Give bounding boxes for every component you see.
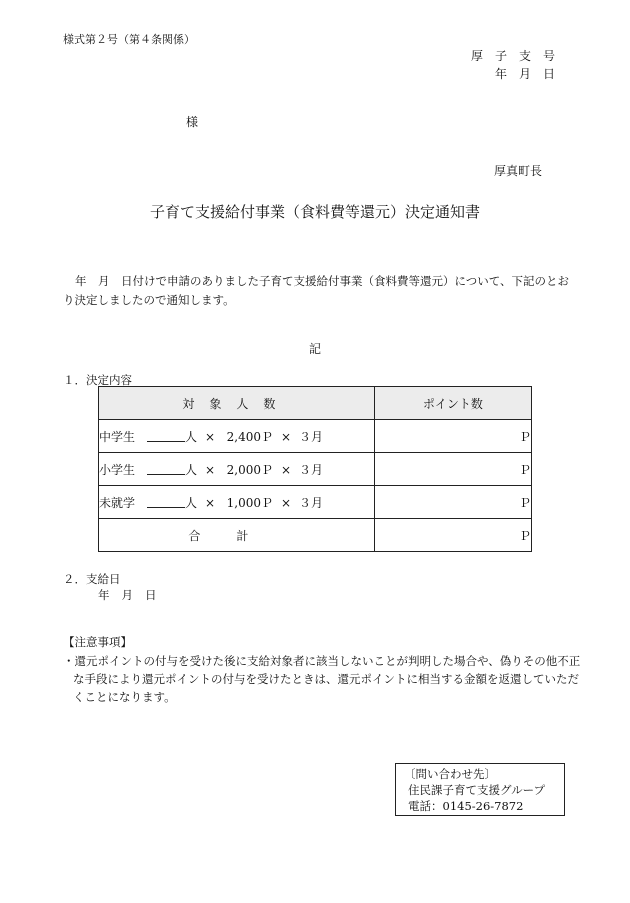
point-cell: Ｐ bbox=[374, 420, 531, 453]
payment-date: 年月日 bbox=[98, 588, 169, 602]
section1-heading: １．決定内容 bbox=[63, 373, 132, 387]
total-label: 合計 bbox=[99, 519, 375, 552]
times-sign: × bbox=[204, 462, 216, 477]
row-label: 未就学 bbox=[99, 495, 136, 510]
notice-body: ・還元ポイントの付与を受けた後に支給対象者に該当しないことが判明した場合や、偽りその他不正な手段により還元ポイントの付与を受けたときは、還元ポイントに相当する金額を返還していただくことになります。 bbox=[63, 654, 581, 704]
table-row bbox=[99, 453, 532, 486]
rate: 1,000Ｐ bbox=[226, 495, 274, 510]
times-sign: × bbox=[280, 495, 292, 510]
issuer: 厚真町長 bbox=[493, 164, 542, 178]
row-label: 中学生 bbox=[99, 429, 136, 444]
ki-mark: 記 bbox=[308, 342, 321, 356]
form-number: 様式第２号（第４条関係） bbox=[63, 33, 195, 46]
header-points: ポイント数 bbox=[374, 387, 531, 420]
row-label: 小学生 bbox=[99, 462, 136, 477]
person-unit: 人 bbox=[185, 495, 198, 510]
table-header-row bbox=[99, 387, 532, 420]
contact-phone: 電話：0145-26-7872 bbox=[408, 799, 524, 813]
notice-heading: 【注意事項】 bbox=[63, 635, 132, 649]
section2-heading: ２．支給日 bbox=[63, 572, 121, 586]
months: ３月 bbox=[299, 495, 324, 510]
body-text: 年 月 日付けで申請のありました子育て支援給付事業（食料費等還元）について、下記のとおり決定しましたので通知します。 bbox=[63, 274, 570, 307]
contact-department: 住民課子育て支援グループ bbox=[408, 783, 546, 797]
total-point-cell: Ｐ bbox=[374, 519, 531, 552]
months: ３月 bbox=[299, 429, 324, 444]
times-sign: × bbox=[280, 429, 292, 444]
person-unit: 人 bbox=[185, 429, 198, 444]
points-table bbox=[98, 386, 532, 552]
person-unit: 人 bbox=[185, 462, 198, 477]
table-total-row bbox=[99, 519, 532, 552]
count-blank bbox=[147, 495, 185, 508]
document-title: 子育て支援給付事業（食料費等還元）決定通知書 bbox=[149, 203, 480, 221]
rate: 2,400Ｐ bbox=[226, 429, 274, 444]
contact-box bbox=[395, 763, 565, 816]
times-sign: × bbox=[280, 462, 292, 477]
count-blank bbox=[147, 429, 185, 442]
document-number: 厚子支号 bbox=[470, 49, 567, 63]
row-description bbox=[99, 453, 375, 486]
addressee-suffix: 様 bbox=[186, 115, 199, 129]
header-target: 対象人数 bbox=[99, 387, 375, 420]
contact-heading: 〔問い合わせ先〕 bbox=[404, 767, 496, 781]
point-cell: Ｐ bbox=[374, 453, 531, 486]
issue-date: 年月日 bbox=[494, 67, 567, 81]
table-row bbox=[99, 420, 532, 453]
months: ３月 bbox=[299, 462, 324, 477]
count-blank bbox=[147, 462, 185, 475]
row-description bbox=[99, 420, 375, 453]
row-description bbox=[99, 486, 375, 519]
point-cell: Ｐ bbox=[374, 486, 531, 519]
times-sign: × bbox=[204, 429, 216, 444]
times-sign: × bbox=[204, 495, 216, 510]
table-row bbox=[99, 486, 532, 519]
rate: 2,000Ｐ bbox=[226, 462, 274, 477]
